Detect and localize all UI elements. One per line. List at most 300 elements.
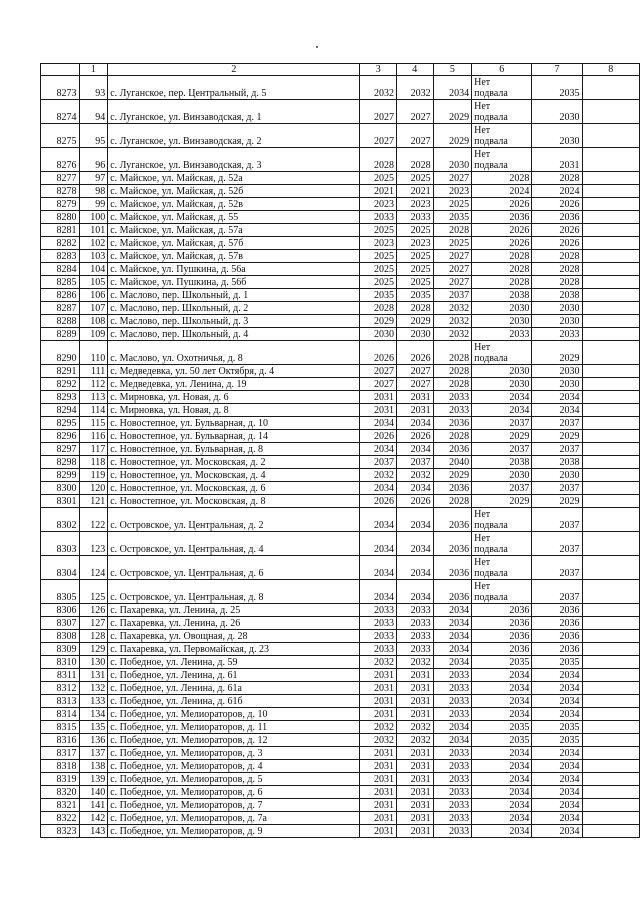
row-number-cell: 136 <box>79 734 108 747</box>
empty-col8-cell <box>582 825 639 838</box>
year-col5-cell: 2033 <box>433 747 472 760</box>
year-col7-cell: 2035 <box>532 721 582 734</box>
table-row <box>41 185 640 198</box>
table-row <box>41 237 640 250</box>
year-col5-cell: 2033 <box>433 760 472 773</box>
year-col3-cell: 2034 <box>360 580 397 604</box>
year-col4-cell: 2027 <box>397 365 434 378</box>
year-col6-cell: Нет подвала <box>472 100 532 124</box>
column-header-0 <box>41 64 80 76</box>
year-col3-cell: 2027 <box>360 124 397 148</box>
year-col3-cell: 2031 <box>360 695 397 708</box>
row-id-cell: 8310 <box>41 656 80 669</box>
table-row <box>41 669 640 682</box>
year-col3-cell: 2026 <box>360 341 397 365</box>
year-col4-cell: 2031 <box>397 669 434 682</box>
year-col5-cell: 2034 <box>433 617 472 630</box>
year-col4-cell: 2026 <box>397 430 434 443</box>
year-col5-cell: 2033 <box>433 404 472 417</box>
row-id-cell: 8277 <box>41 172 80 185</box>
row-number-cell: 102 <box>79 237 108 250</box>
empty-col8-cell <box>582 695 639 708</box>
year-col6-cell: 2030 <box>472 469 532 482</box>
year-col7-cell: 2036 <box>532 643 582 656</box>
year-col6-cell: Нет подвала <box>472 341 532 365</box>
year-col4-cell: 2035 <box>397 289 434 302</box>
row-id-cell: 8297 <box>41 443 80 456</box>
row-id-cell: 8321 <box>41 799 80 812</box>
empty-col8-cell <box>582 211 639 224</box>
table-row <box>41 250 640 263</box>
row-number-cell: 125 <box>79 580 108 604</box>
year-col5-cell: 2025 <box>433 237 472 250</box>
row-id-cell: 8295 <box>41 417 80 430</box>
row-number-cell: 138 <box>79 760 108 773</box>
empty-col8-cell <box>582 508 639 532</box>
year-col4-cell: 2032 <box>397 656 434 669</box>
year-col4-cell: 2032 <box>397 76 434 100</box>
address-cell: с. Победное, ул. Ленина, д. 61 <box>108 669 360 682</box>
year-col3-cell: 2032 <box>360 656 397 669</box>
year-col7-cell: 2034 <box>532 747 582 760</box>
address-cell: с. Луганское, пер. Центральный, д. 5 <box>108 76 360 100</box>
year-col3-cell: 2031 <box>360 391 397 404</box>
row-id-cell: 8285 <box>41 276 80 289</box>
address-cell: с. Победное, ул. Ленина, д. 59 <box>108 656 360 669</box>
address-cell: с. Маслово, пер. Школьный, д. 4 <box>108 328 360 341</box>
address-cell: с. Маслово, пер. Школьный, д. 1 <box>108 289 360 302</box>
table-row <box>41 124 640 148</box>
empty-col8-cell <box>582 224 639 237</box>
table-row <box>41 812 640 825</box>
table-row <box>41 708 640 721</box>
row-id-cell: 8289 <box>41 328 80 341</box>
empty-col8-cell <box>582 643 639 656</box>
year-col3-cell: 2026 <box>360 495 397 508</box>
row-number-cell: 126 <box>79 604 108 617</box>
year-col3-cell: 2034 <box>360 556 397 580</box>
year-col7-cell: 2030 <box>532 100 582 124</box>
year-col3-cell: 2034 <box>360 508 397 532</box>
year-col7-cell: 2034 <box>532 799 582 812</box>
address-cell: с. Новостепное, ул. Московская, д. 4 <box>108 469 360 482</box>
row-id-cell: 8309 <box>41 643 80 656</box>
table-row <box>41 656 640 669</box>
year-col7-cell: 2024 <box>532 185 582 198</box>
address-cell: с. Майское, ул. Майская, д. 55 <box>108 211 360 224</box>
row-number-cell: 121 <box>79 495 108 508</box>
address-cell: с. Маслово, пер. Школьный, д. 3 <box>108 315 360 328</box>
year-col7-cell: 2030 <box>532 315 582 328</box>
table-row <box>41 825 640 838</box>
table-row <box>41 391 640 404</box>
address-cell: с. Луганское, ул. Винзаводская, д. 3 <box>108 148 360 172</box>
row-id-cell: 8290 <box>41 341 80 365</box>
address-cell: с. Победное, ул. Ленина, д. 61б <box>108 695 360 708</box>
table-row <box>41 198 640 211</box>
year-col6-cell: 2035 <box>472 656 532 669</box>
year-col6-cell: 2038 <box>472 289 532 302</box>
year-col6-cell: 2034 <box>472 404 532 417</box>
address-cell: с. Победное, ул. Мелиораторов, д. 4 <box>108 760 360 773</box>
address-cell: с. Майское, ул. Пушкина, д. 56а <box>108 263 360 276</box>
empty-col8-cell <box>582 495 639 508</box>
table-row <box>41 328 640 341</box>
column-header-row <box>41 64 640 76</box>
row-number-cell: 106 <box>79 289 108 302</box>
year-col6-cell: Нет подвала <box>472 124 532 148</box>
row-id-cell: 8282 <box>41 237 80 250</box>
empty-col8-cell <box>582 812 639 825</box>
year-col5-cell: 2033 <box>433 695 472 708</box>
row-id-cell: 8303 <box>41 532 80 556</box>
row-number-cell: 107 <box>79 302 108 315</box>
address-cell: с. Победное, ул. Мелиораторов, д. 12 <box>108 734 360 747</box>
year-col4-cell: 2033 <box>397 630 434 643</box>
year-col6-cell: 2038 <box>472 456 532 469</box>
row-number-cell: 113 <box>79 391 108 404</box>
year-col7-cell: 2031 <box>532 148 582 172</box>
empty-col8-cell <box>582 747 639 760</box>
empty-col8-cell <box>582 76 639 100</box>
year-col5-cell: 2034 <box>433 656 472 669</box>
address-cell: с. Медведевка, ул. Ленина, д. 19 <box>108 378 360 391</box>
row-id-cell: 8291 <box>41 365 80 378</box>
row-id-cell: 8273 <box>41 76 80 100</box>
row-id-cell: 8317 <box>41 747 80 760</box>
table-row <box>41 532 640 556</box>
year-col3-cell: 2026 <box>360 430 397 443</box>
table-row <box>41 365 640 378</box>
address-cell: с. Мирновка, ул. Новая, д. 8 <box>108 404 360 417</box>
year-col7-cell: 2037 <box>532 482 582 495</box>
empty-col8-cell <box>582 124 639 148</box>
year-col7-cell: 2035 <box>532 734 582 747</box>
year-col4-cell: 2031 <box>397 799 434 812</box>
year-col6-cell: 2036 <box>472 211 532 224</box>
year-col5-cell: 2034 <box>433 604 472 617</box>
table-row <box>41 341 640 365</box>
row-id-cell: 8283 <box>41 250 80 263</box>
year-col4-cell: 2026 <box>397 495 434 508</box>
row-id-cell: 8296 <box>41 430 80 443</box>
table-row <box>41 378 640 391</box>
empty-col8-cell <box>582 556 639 580</box>
address-cell: с. Пахаревка, ул. Ленина, д. 25 <box>108 604 360 617</box>
row-number-cell: 116 <box>79 430 108 443</box>
year-col4-cell: 2025 <box>397 172 434 185</box>
year-col3-cell: 2021 <box>360 185 397 198</box>
address-cell: с. Новостепное, ул. Бульварная, д. 10 <box>108 417 360 430</box>
year-col3-cell: 2033 <box>360 604 397 617</box>
row-id-cell: 8304 <box>41 556 80 580</box>
year-col7-cell: 2026 <box>532 237 582 250</box>
year-col4-cell: 2026 <box>397 341 434 365</box>
housing-schedule-table <box>40 63 640 838</box>
year-col3-cell: 2027 <box>360 365 397 378</box>
address-cell: с. Островское, ул. Центральная, д. 8 <box>108 580 360 604</box>
table-row <box>41 469 640 482</box>
empty-col8-cell <box>582 341 639 365</box>
year-col6-cell: 2030 <box>472 378 532 391</box>
row-number-cell: 101 <box>79 224 108 237</box>
year-col7-cell: 2036 <box>532 211 582 224</box>
year-col5-cell: 2029 <box>433 124 472 148</box>
row-id-cell: 8306 <box>41 604 80 617</box>
year-col7-cell: 2030 <box>532 378 582 391</box>
year-col5-cell: 2028 <box>433 495 472 508</box>
table-row <box>41 224 640 237</box>
table-row <box>41 443 640 456</box>
year-col3-cell: 2032 <box>360 734 397 747</box>
year-col7-cell: 2034 <box>532 825 582 838</box>
empty-col8-cell <box>582 656 639 669</box>
address-cell: с. Победное, ул. Мелиораторов, д. 5 <box>108 773 360 786</box>
year-col4-cell: 2031 <box>397 773 434 786</box>
year-col5-cell: 2027 <box>433 172 472 185</box>
year-col5-cell: 2033 <box>433 786 472 799</box>
year-col5-cell: 2032 <box>433 302 472 315</box>
year-col6-cell: 2036 <box>472 604 532 617</box>
year-col7-cell: 2037 <box>532 443 582 456</box>
year-col6-cell: 2034 <box>472 747 532 760</box>
empty-col8-cell <box>582 148 639 172</box>
year-col5-cell: 2033 <box>433 669 472 682</box>
year-col4-cell: 2031 <box>397 760 434 773</box>
row-number-cell: 141 <box>79 799 108 812</box>
address-cell: с. Пахаревка, ул. Первомайская, д. 23 <box>108 643 360 656</box>
year-col5-cell: 2040 <box>433 456 472 469</box>
address-cell: с. Новостепное, ул. Бульварная, д. 8 <box>108 443 360 456</box>
table-row <box>41 682 640 695</box>
table-row <box>41 695 640 708</box>
row-id-cell: 8323 <box>41 825 80 838</box>
row-id-cell: 8314 <box>41 708 80 721</box>
year-col4-cell: 2033 <box>397 643 434 656</box>
empty-col8-cell <box>582 365 639 378</box>
address-cell: с. Победное, ул. Мелиораторов, д. 9 <box>108 825 360 838</box>
year-col5-cell: 2033 <box>433 799 472 812</box>
year-col3-cell: 2029 <box>360 315 397 328</box>
year-col3-cell: 2023 <box>360 237 397 250</box>
address-cell: с. Пахаревка, ул. Ленина, д. 26 <box>108 617 360 630</box>
row-number-cell: 112 <box>79 378 108 391</box>
row-number-cell: 114 <box>79 404 108 417</box>
year-col4-cell: 2033 <box>397 604 434 617</box>
year-col3-cell: 2033 <box>360 643 397 656</box>
table-row <box>41 786 640 799</box>
year-col5-cell: 2036 <box>433 580 472 604</box>
column-header-3: 3 <box>360 64 397 76</box>
row-id-cell: 8316 <box>41 734 80 747</box>
year-col5-cell: 2027 <box>433 276 472 289</box>
year-col5-cell: 2033 <box>433 682 472 695</box>
row-number-cell: 142 <box>79 812 108 825</box>
year-col7-cell: 2038 <box>532 289 582 302</box>
table-row <box>41 211 640 224</box>
year-col7-cell: 2028 <box>532 250 582 263</box>
year-col5-cell: 2028 <box>433 365 472 378</box>
year-col3-cell: 2031 <box>360 799 397 812</box>
year-col3-cell: 2033 <box>360 211 397 224</box>
year-col3-cell: 2031 <box>360 786 397 799</box>
row-id-cell: 8280 <box>41 211 80 224</box>
row-number-cell: 135 <box>79 721 108 734</box>
year-col3-cell: 2031 <box>360 669 397 682</box>
row-number-cell: 108 <box>79 315 108 328</box>
table-row <box>41 799 640 812</box>
year-col5-cell: 2036 <box>433 443 472 456</box>
year-col3-cell: 2027 <box>360 378 397 391</box>
year-col3-cell: 2031 <box>360 760 397 773</box>
year-col3-cell: 2023 <box>360 198 397 211</box>
year-col6-cell: 2034 <box>472 391 532 404</box>
year-col6-cell: 2037 <box>472 443 532 456</box>
row-number-cell: 131 <box>79 669 108 682</box>
address-cell: с. Победное, ул. Мелиораторов, д. 6 <box>108 786 360 799</box>
empty-col8-cell <box>582 430 639 443</box>
year-col6-cell: Нет подвала <box>472 580 532 604</box>
empty-col8-cell <box>582 250 639 263</box>
row-id-cell: 8294 <box>41 404 80 417</box>
year-col3-cell: 2032 <box>360 76 397 100</box>
year-col6-cell: 2036 <box>472 630 532 643</box>
row-number-cell: 103 <box>79 250 108 263</box>
year-col4-cell: 2031 <box>397 695 434 708</box>
year-col5-cell: 2033 <box>433 391 472 404</box>
table-row <box>41 495 640 508</box>
row-number-cell: 115 <box>79 417 108 430</box>
year-col7-cell: 2028 <box>532 276 582 289</box>
year-col4-cell: 2033 <box>397 211 434 224</box>
row-number-cell: 122 <box>79 508 108 532</box>
year-col6-cell: 2028 <box>472 250 532 263</box>
year-col6-cell: 2037 <box>472 417 532 430</box>
year-col6-cell: 2030 <box>472 302 532 315</box>
year-col7-cell: 2034 <box>532 773 582 786</box>
row-number-cell: 117 <box>79 443 108 456</box>
table-row <box>41 508 640 532</box>
row-id-cell: 8315 <box>41 721 80 734</box>
year-col3-cell: 2034 <box>360 532 397 556</box>
year-col5-cell: 2029 <box>433 469 472 482</box>
empty-col8-cell <box>582 682 639 695</box>
row-number-cell: 93 <box>79 76 108 100</box>
year-col6-cell: 2029 <box>472 430 532 443</box>
empty-col8-cell <box>582 482 639 495</box>
year-col6-cell: Нет подвала <box>472 556 532 580</box>
row-number-cell: 127 <box>79 617 108 630</box>
address-cell: с. Луганское, ул. Винзаводская, д. 1 <box>108 100 360 124</box>
year-col3-cell: 2034 <box>360 443 397 456</box>
table-row <box>41 100 640 124</box>
address-cell: с. Победное, ул. Мелиораторов, д. 11 <box>108 721 360 734</box>
table-body <box>41 64 640 838</box>
year-col5-cell: 2033 <box>433 708 472 721</box>
table-row <box>41 760 640 773</box>
row-number-cell: 137 <box>79 747 108 760</box>
address-cell: с. Майское, ул. Пушкина, д. 56б <box>108 276 360 289</box>
row-id-cell: 8278 <box>41 185 80 198</box>
address-cell: с. Маслово, ул. Охотничья, д. 8 <box>108 341 360 365</box>
empty-col8-cell <box>582 100 639 124</box>
year-col3-cell: 2033 <box>360 617 397 630</box>
row-number-cell: 104 <box>79 263 108 276</box>
address-cell: с. Победное, ул. Мелиораторов, д. 7 <box>108 799 360 812</box>
table-row <box>41 456 640 469</box>
year-col4-cell: 2027 <box>397 100 434 124</box>
year-col7-cell: 2034 <box>532 682 582 695</box>
row-id-cell: 8276 <box>41 148 80 172</box>
empty-col8-cell <box>582 276 639 289</box>
row-number-cell: 143 <box>79 825 108 838</box>
year-col6-cell: 2035 <box>472 721 532 734</box>
row-id-cell: 8281 <box>41 224 80 237</box>
table-row <box>41 289 640 302</box>
year-col3-cell: 2031 <box>360 773 397 786</box>
address-cell: с. Майское, ул. Майская, д. 52б <box>108 185 360 198</box>
year-col3-cell: 2033 <box>360 630 397 643</box>
row-id-cell: 8293 <box>41 391 80 404</box>
year-col4-cell: 2028 <box>397 302 434 315</box>
row-id-cell: 8288 <box>41 315 80 328</box>
scan-dot-mark <box>316 46 318 48</box>
year-col3-cell: 2032 <box>360 721 397 734</box>
year-col6-cell: 2034 <box>472 773 532 786</box>
address-cell: с. Новостепное, ул. Московская, д. 2 <box>108 456 360 469</box>
address-cell: с. Майское, ул. Майская, д. 57б <box>108 237 360 250</box>
column-header-2: 2 <box>108 64 360 76</box>
row-id-cell: 8301 <box>41 495 80 508</box>
year-col4-cell: 2027 <box>397 378 434 391</box>
row-number-cell: 111 <box>79 365 108 378</box>
row-number-cell: 99 <box>79 198 108 211</box>
empty-col8-cell <box>582 289 639 302</box>
row-number-cell: 119 <box>79 469 108 482</box>
year-col4-cell: 2031 <box>397 682 434 695</box>
empty-col8-cell <box>582 734 639 747</box>
year-col4-cell: 2033 <box>397 617 434 630</box>
empty-col8-cell <box>582 237 639 250</box>
row-id-cell: 8286 <box>41 289 80 302</box>
year-col7-cell: 2036 <box>532 617 582 630</box>
row-number-cell: 109 <box>79 328 108 341</box>
year-col6-cell: 2034 <box>472 825 532 838</box>
year-col4-cell: 2025 <box>397 276 434 289</box>
year-col6-cell: Нет подвала <box>472 532 532 556</box>
year-col6-cell: 2034 <box>472 786 532 799</box>
year-col4-cell: 2025 <box>397 224 434 237</box>
year-col5-cell: 2036 <box>433 508 472 532</box>
table-row <box>41 148 640 172</box>
empty-col8-cell <box>582 172 639 185</box>
year-col3-cell: 2034 <box>360 417 397 430</box>
year-col7-cell: 2036 <box>532 604 582 617</box>
address-cell: с. Мирновка, ул. Новая, д. 6 <box>108 391 360 404</box>
row-id-cell: 8312 <box>41 682 80 695</box>
empty-col8-cell <box>582 404 639 417</box>
row-id-cell: 8308 <box>41 630 80 643</box>
year-col7-cell: 2033 <box>532 328 582 341</box>
empty-col8-cell <box>582 185 639 198</box>
row-id-cell: 8298 <box>41 456 80 469</box>
empty-col8-cell <box>582 669 639 682</box>
year-col5-cell: 2034 <box>433 643 472 656</box>
year-col4-cell: 2029 <box>397 315 434 328</box>
year-col3-cell: 2031 <box>360 825 397 838</box>
row-number-cell: 134 <box>79 708 108 721</box>
year-col3-cell: 2031 <box>360 682 397 695</box>
